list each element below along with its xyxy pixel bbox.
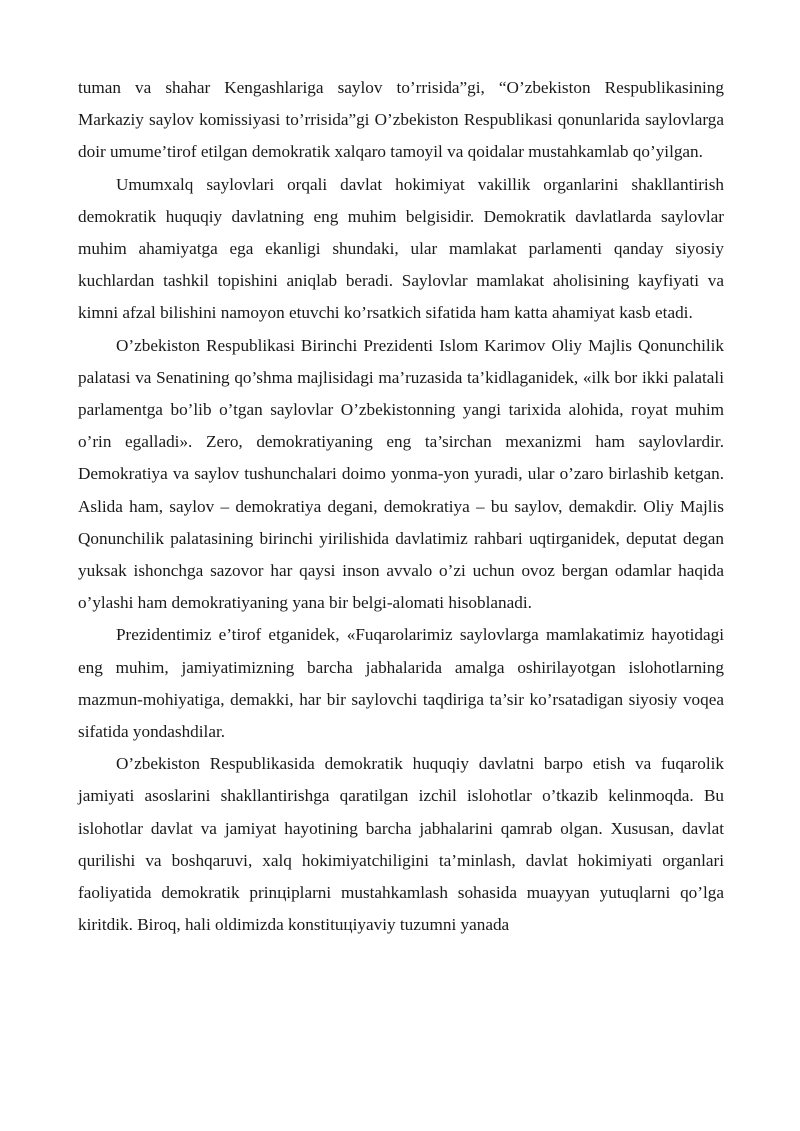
paragraph-1: tuman va shahar Kengashlariga saylov to’rrisida”gi, “O’zbekiston Respublikasining Markaziy saylov komissiyasi to’rrisida”gi O’zbekiston Respublikasi qonunlarida saylovlarga doir umume’tirof etilgan demokratik xalqaro tamoyil va qoidalar mustahkamlab qo’yilgan. [78,78,724,162]
paragraph-3: O’zbekiston Respublikasi Birinchi Prezidenti Islom Karimov Oliy Majlis Qonunchilik palatasi va Senatining qo’shma majlisidagi ma’ruzasida ta’kidlaganidek, «ilk bor ikki palatali parlamentga bo’lib o’tgan saylovlar O’zbekistonning yangi tarixida alohida, гoyat muhim o’rin egalladi». Zero, demokratiyaning eng ta’sirchan mexanizmi ham saylovlardir. Demokratiya va saylov tushunchalari doimo yonma-yon yuradi, ular o’zaro birlashib ketgan. Aslida ham, saylov – demokratiya degani, demokratiya – bu saylov, demakdir. Oliy Majlis Qonunchilik palatasining birinchi yirilishida davlatimiz rahbari uqtirganidek, deputat degan yuksak ishonchga sazovor har qaysi inson avvalo o’zi uchun ovoz bergan odamlar haqida o’ylashi ham demokratiyaning yana bir belgi-alomati hisoblanadi. [78,335,724,613]
paragraph-5: O’zbekiston Respublikasida demokratik huquqiy davlatni barpo etish va fuqarolik jamiyati asoslarini shakllantirishga qaratilgan izchil islohotlar o’tkazib kelinmoqda. Bu islohotlar davlat va jamiyat hayotining barcha jabhalarini qamrab olgan. Xususan, davlat qurilishi va boshqaruvi, xalq hokimiyatchiligini ta’minlash, davlat hokimiyati organlari faoliyatida demokratik prinцiplarni mustahkamlash sohasida muayyan yutuqlarni qo’lga kiritdik. Biroq, hali oldimizda konstituцiyaviy tuzumni yanada [78,754,724,935]
body-text [78,72,724,941]
paragraph-2: Umumxalq saylovlari orqali davlat hokimiyat vakillik organlarini shakllantirish demokratik huquqiy davlatning eng muhim belgisidir. Demokratik davlatlarda saylovlar muhim ahamiyatga ega ekanligi shundaki, ular mamlakat parlamenti qanday siyosiy kuchlardan tashkil topishini aniqlab beradi. Saylovlar mamlakat aholisining kayfiyati va kimni afzal bilishini namoyon etuvchi ko’rsatkich sifatida ham katta ahamiyat kasb etadi. [78,174,724,323]
paragraph-4: Prezidentimiz e’tirof etganidek, «Fuqarolarimiz saylovlarga mamlakatimiz hayotidagi eng muhim, jamiyatimizning barcha jabhalarida amalga oshirilayotgan islohotlarning mazmun-mohiyatiga, demakki, har bir saylovchi taqdiriga ta’sir ko’rsatadigan siyosiy voqea sifatida yondashdilar. [78,625,724,742]
